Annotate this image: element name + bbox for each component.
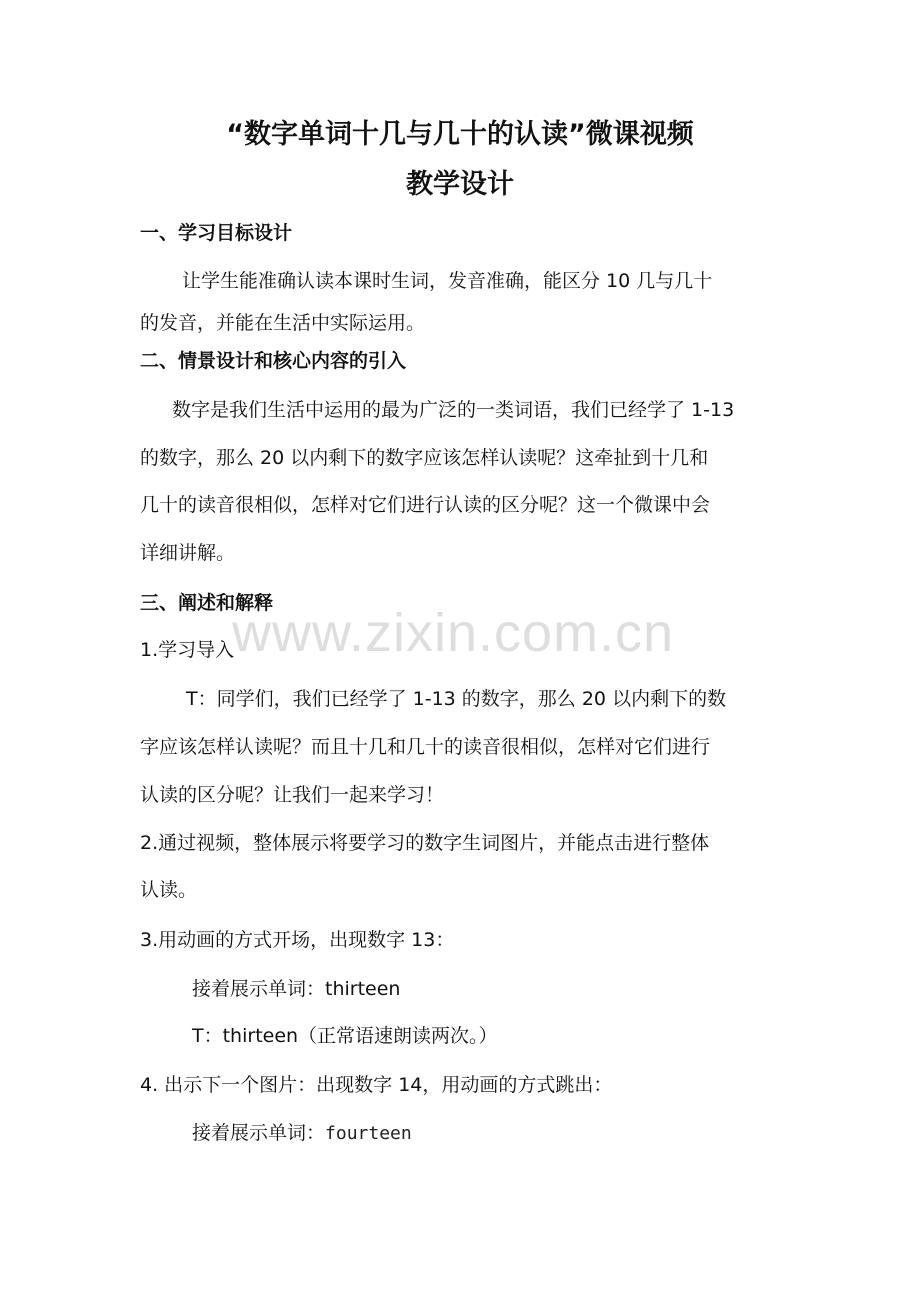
paragraph-line: 数字是我们生活中运用的最为广泛的一类词语，我们已经学了 1-13: [172, 399, 735, 421]
paragraph-line: 接着展示单词：thirteen: [192, 978, 401, 1000]
list-item-title: 4. 出示下一个图片：出现数字 14，用动画的方式跳出：: [140, 1074, 613, 1096]
list-item-title: 1.学习导入: [140, 639, 235, 661]
paragraph-line: 认读的区分呢？让我们一起来学习！: [140, 784, 445, 806]
paragraph-line: 字应该怎样认读呢？而且十几和几十的读音很相似，怎样对它们进行: [140, 736, 711, 758]
paragraph-line: 的数字，那么 20 以内剩下的数字应该怎样认读呢？这牵扯到十几和: [140, 447, 709, 469]
document-title: “数字单词十几与几十的认读”微课视频: [226, 119, 694, 150]
paragraph-line: 认读。: [140, 879, 198, 901]
list-item-line: 2.通过视频，整体展示将要学习的数字生词图片，并能点击进行整体: [140, 832, 710, 854]
line-prefix: 接着展示单词：: [192, 1122, 326, 1144]
watermark: www.zixin.com.cn: [232, 603, 675, 663]
section-heading-explain: 三、阐述和解释: [140, 592, 274, 614]
paragraph-line: 让学生能准确认读本课时生词，发音准确，能区分 10 几与几十: [182, 270, 713, 292]
paragraph-line: T：同学们，我们已经学了 1-13 的数字，那么 20 以内剩下的数: [186, 688, 727, 710]
paragraph-line: T：thirteen（正常语速朗读两次。）: [192, 1025, 498, 1047]
paragraph-line: 的发音，并能在生活中实际运用。: [140, 312, 426, 334]
word-fourteen: fourteen: [325, 1123, 412, 1144]
section-heading-goals: 一、学习目标设计: [140, 222, 293, 244]
paragraph-line: [192, 1120, 412, 1147]
section-heading-intro: 二、情景设计和核心内容的引入: [140, 350, 407, 372]
paragraph-line: 详细讲解。: [140, 542, 236, 564]
paragraph-line: 几十的读音很相似，怎样对它们进行认读的区分呢？这一个微课中会: [140, 494, 711, 516]
document-subtitle: 教学设计: [406, 169, 514, 200]
list-item-title: 3.用动画的方式开场，出现数字 13：: [140, 929, 455, 951]
